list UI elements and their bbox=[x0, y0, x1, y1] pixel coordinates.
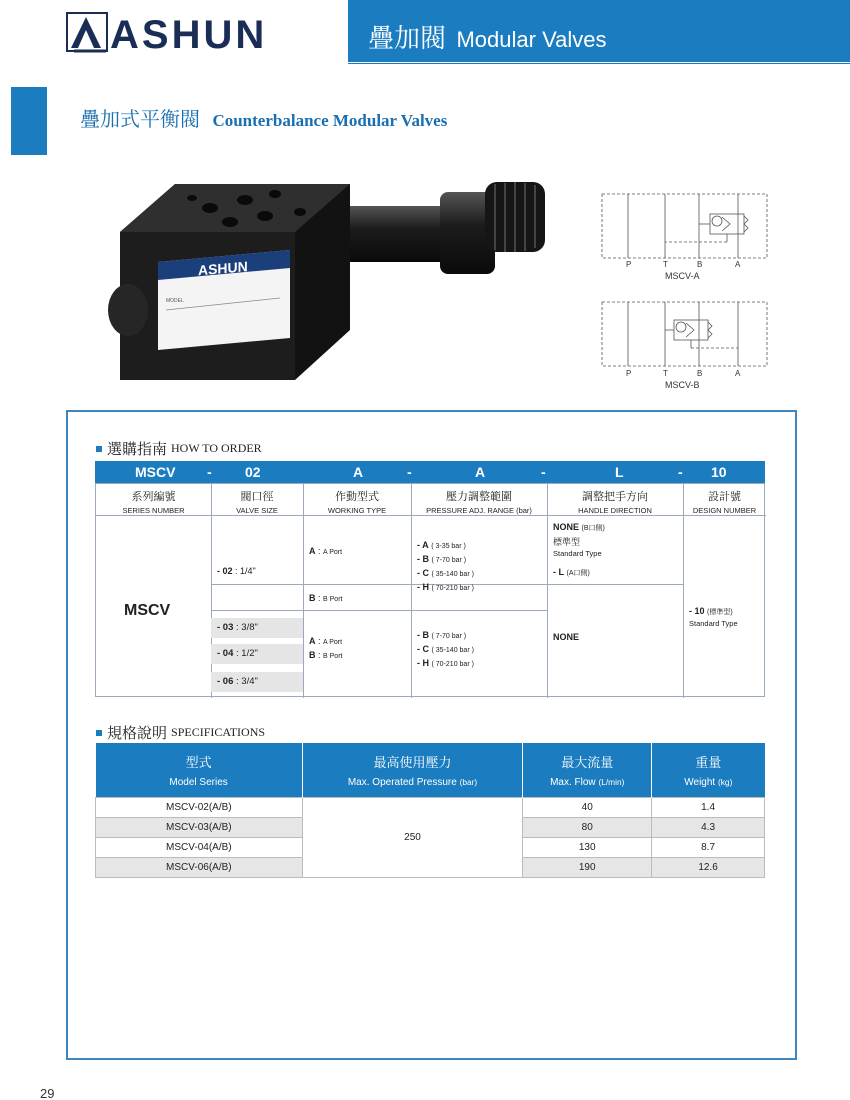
how-to-order-title-en: HOW TO ORDER bbox=[171, 441, 262, 455]
spec-flow: 190 bbox=[523, 857, 652, 877]
code-dash-1: - bbox=[207, 464, 212, 480]
spec-weight: 4.3 bbox=[652, 817, 765, 837]
handle-none-large-code: NONE bbox=[553, 632, 580, 642]
col-head-size-zh: 閥口徑 bbox=[240, 490, 274, 503]
range-c-value: ( 35-140 bar ) bbox=[431, 571, 474, 578]
working-a-code: A bbox=[309, 546, 316, 556]
spec-head-pressure-zh: 最高使用壓力 bbox=[373, 755, 452, 771]
specifications-title-zh: 規格說明 bbox=[107, 724, 168, 742]
grid-hline bbox=[211, 610, 303, 611]
working-b-port-large: B : B Port bbox=[309, 650, 343, 660]
sch-a-port-b: B bbox=[697, 260, 703, 269]
range-h-large-value: ( 70-210 bar ) bbox=[431, 661, 474, 668]
spec-model: MSCV-02(A/B) bbox=[96, 797, 303, 817]
size-03: - 03 : 3/8" bbox=[211, 618, 303, 638]
working-a-label: A Port bbox=[323, 549, 343, 556]
col-head-range bbox=[411, 484, 547, 516]
spec-weight: 8.7 bbox=[652, 837, 765, 857]
page-heading-zh: 疊加式平衡閥 bbox=[80, 107, 200, 131]
spec-weight: 1.4 bbox=[652, 797, 765, 817]
sch-b-port-b: B bbox=[697, 369, 703, 378]
header-title-zh: 疊加閥 bbox=[368, 24, 447, 54]
range-b-large-value: ( 7-70 bar ) bbox=[431, 633, 467, 640]
range-b-large-code: - B bbox=[417, 630, 429, 640]
page-number: 29 bbox=[40, 1086, 55, 1100]
spec-head-pressure-unit: (bar) bbox=[459, 776, 478, 787]
handle-none-large bbox=[553, 632, 579, 642]
spec-head-model-en-text: Model Series bbox=[169, 776, 228, 788]
sch-b-port-p: P bbox=[626, 369, 632, 378]
grid-vline bbox=[211, 484, 212, 698]
spec-pressure: 250 bbox=[302, 797, 523, 877]
spec-head-pressure-en bbox=[303, 777, 523, 788]
range-b-code: - B bbox=[417, 554, 429, 564]
col-head-design-en: DESIGN NUMBER bbox=[692, 506, 757, 515]
valve-product-photo bbox=[100, 170, 560, 390]
spec-head-flow-zh: 最大流量 bbox=[561, 755, 614, 771]
spec-header-row bbox=[96, 743, 765, 797]
grid-hline bbox=[303, 610, 411, 611]
spec-head-weight-zh: 重量 bbox=[695, 755, 722, 771]
col-head-handle-zh: 調整把手方向 bbox=[582, 490, 648, 503]
order-grid bbox=[95, 483, 765, 697]
nameplate-brand: ASHUN bbox=[198, 258, 248, 279]
handle-l bbox=[553, 567, 590, 578]
grid-hline bbox=[547, 584, 683, 585]
col-head-series-zh: 系列編號 bbox=[131, 490, 176, 503]
size-04-value: 1/2" bbox=[241, 648, 258, 659]
code-dash-4: - bbox=[678, 464, 683, 480]
spec-head-flow bbox=[523, 743, 652, 797]
square-bullet-icon bbox=[96, 730, 102, 736]
spec-head-model-en bbox=[96, 777, 302, 788]
how-to-order-title-zh: 選購指南 bbox=[107, 440, 168, 458]
col-head-working-zh: 作動型式 bbox=[335, 490, 379, 503]
handle-none bbox=[553, 522, 605, 533]
working-a-label-large: A Port bbox=[323, 639, 343, 646]
range-c-large-value: ( 35-140 bar ) bbox=[431, 647, 474, 654]
spec-head-flow-unit: (L/min) bbox=[598, 776, 625, 787]
size-06-value: 3/4" bbox=[241, 676, 258, 687]
working-b-code-large: B bbox=[309, 650, 316, 660]
range-h-large-code: - H bbox=[417, 658, 429, 668]
design-10-code: - 10 bbox=[689, 606, 705, 616]
code-dash-3: - bbox=[541, 464, 546, 480]
spec-head-pressure-en-text: Max. Operated Pressure bbox=[347, 776, 457, 788]
code-size: 02 bbox=[245, 464, 261, 480]
specifications-title-en: SPECIFICATIONS bbox=[171, 725, 266, 739]
table-row bbox=[96, 797, 765, 817]
spec-head-weight-en-text: Weight bbox=[684, 776, 716, 788]
size-03-code: - 03 bbox=[217, 622, 234, 633]
range-a-code: - A bbox=[417, 540, 429, 550]
range-h bbox=[417, 582, 474, 592]
side-accent-block bbox=[11, 87, 47, 155]
grid-vline bbox=[683, 484, 684, 698]
size-02-code: - 02 bbox=[217, 566, 233, 576]
svg-text:ASHUN: ASHUN bbox=[110, 13, 268, 54]
size-04: - 04 : 1/2" bbox=[211, 644, 303, 664]
code-design: 10 bbox=[711, 464, 727, 480]
nameplate-model-label: MODEL bbox=[166, 298, 184, 304]
spec-head-weight-unit: (kg) bbox=[718, 776, 733, 787]
col-head-series-en: SERIES NUMBER bbox=[122, 506, 185, 515]
sch-b-port-t: T bbox=[663, 369, 668, 378]
series-mscv: MSCV bbox=[124, 602, 171, 619]
header-band bbox=[348, 0, 850, 62]
spec-head-flow-en bbox=[523, 777, 651, 788]
range-c-large-code: - C bbox=[417, 644, 429, 654]
size-03-value: 3/8" bbox=[241, 622, 258, 633]
code-handle: L bbox=[615, 464, 624, 480]
sch-a-port-t: T bbox=[663, 260, 668, 269]
spec-flow: 40 bbox=[523, 797, 652, 817]
working-b-label: B Port bbox=[323, 596, 343, 603]
col-head-handle-en: HANDLE DIRECTION bbox=[578, 506, 652, 515]
handle-none-note: (B口側) bbox=[581, 525, 605, 532]
spec-model: MSCV-04(A/B) bbox=[96, 837, 303, 857]
col-head-handle bbox=[547, 484, 683, 516]
spec-weight: 12.6 bbox=[652, 857, 765, 877]
ashun-logo bbox=[66, 10, 306, 54]
size-06: - 06 : 3/4" bbox=[211, 672, 303, 692]
sch-b-port-a: A bbox=[735, 369, 741, 378]
sch-a-port-a: A bbox=[735, 260, 741, 269]
grid-vline bbox=[411, 484, 412, 698]
code-dash-2: - bbox=[407, 464, 412, 480]
range-b bbox=[417, 554, 466, 564]
col-head-range-en: PRESSURE ADJ. RANGE (bar) bbox=[426, 506, 532, 515]
header-rule bbox=[348, 63, 850, 64]
range-a-value: ( 3-35 bar ) bbox=[431, 543, 466, 550]
spec-model: MSCV-03(A/B) bbox=[96, 817, 303, 837]
code-series: MSCV bbox=[135, 464, 176, 480]
range-h-value: ( 70-210 bar ) bbox=[431, 585, 474, 592]
specifications-table bbox=[95, 743, 765, 878]
working-b-code: B bbox=[309, 593, 316, 603]
order-code-bar bbox=[95, 461, 765, 483]
col-head-size bbox=[211, 484, 303, 516]
handle-standard-zh: 標準型 bbox=[553, 537, 581, 547]
range-b-value: ( 7-70 bar ) bbox=[431, 557, 467, 564]
header-title-en: Modular Valves bbox=[456, 27, 607, 52]
design-10 bbox=[689, 606, 733, 617]
range-h-code: - H bbox=[417, 582, 429, 592]
range-a bbox=[417, 540, 466, 550]
grid-vline bbox=[303, 484, 304, 698]
size-02-value: 1/4" bbox=[240, 566, 256, 576]
working-a-port: A : A Port bbox=[309, 546, 343, 556]
range-c-code: - C bbox=[417, 568, 429, 578]
working-a-code-large: A bbox=[309, 636, 316, 646]
col-head-series bbox=[96, 484, 211, 516]
col-head-working bbox=[303, 484, 411, 516]
working-a-port-large: A : A Port bbox=[309, 636, 343, 646]
hydraulic-schematic bbox=[598, 186, 773, 394]
spec-head-model bbox=[96, 743, 303, 797]
grid-hline bbox=[211, 584, 547, 585]
col-head-working-en: WORKING TYPE bbox=[327, 506, 387, 515]
code-range: A bbox=[475, 464, 486, 480]
sch-a-port-p: P bbox=[626, 260, 632, 269]
code-working-type: A bbox=[353, 464, 364, 480]
specifications-title bbox=[96, 722, 265, 743]
spec-head-weight-en bbox=[652, 777, 764, 788]
handle-standard-en: Standard Type bbox=[553, 549, 602, 558]
spec-head-weight bbox=[652, 743, 765, 797]
range-c-large bbox=[417, 644, 474, 654]
size-06-code: - 06 bbox=[217, 676, 234, 687]
sch-a-caption: MSCV-A bbox=[665, 271, 700, 281]
col-head-range-zh: 壓力調整範圍 bbox=[446, 490, 512, 503]
range-c bbox=[417, 568, 474, 578]
size-04-code: - 04 bbox=[217, 648, 234, 659]
range-b-large bbox=[417, 630, 466, 640]
working-b-label-large: B Port bbox=[323, 653, 343, 660]
design-10-note: (標準型) bbox=[707, 609, 733, 616]
page-heading bbox=[80, 103, 447, 132]
grid-vline bbox=[547, 484, 548, 698]
working-b-port: B : B Port bbox=[309, 593, 343, 603]
square-bullet-icon bbox=[96, 446, 102, 452]
spec-head-flow-en-text: Max. Flow bbox=[550, 776, 596, 788]
handle-none-code: NONE bbox=[553, 522, 580, 532]
spec-flow: 130 bbox=[523, 837, 652, 857]
spec-model: MSCV-06(A/B) bbox=[96, 857, 303, 877]
sch-b-caption: MSCV-B bbox=[665, 380, 700, 390]
spec-head-model-zh: 型式 bbox=[185, 755, 212, 771]
header-title bbox=[368, 18, 606, 55]
design-10-en: Standard Type bbox=[689, 619, 738, 628]
col-head-size-en: VALVE SIZE bbox=[236, 506, 278, 515]
size-02: - 02 : 1/4" bbox=[217, 566, 256, 576]
col-head-design-zh: 設計號 bbox=[708, 490, 741, 503]
how-to-order-title bbox=[96, 438, 262, 459]
col-head-design bbox=[683, 484, 766, 516]
handle-l-code: - L bbox=[553, 567, 564, 577]
handle-l-note: (A口側) bbox=[566, 570, 590, 577]
spec-head-pressure bbox=[302, 743, 523, 797]
range-h-large bbox=[417, 658, 474, 668]
grid-hline bbox=[411, 610, 547, 611]
page-heading-en: Counterbalance Modular Valves bbox=[212, 111, 448, 130]
spec-flow: 80 bbox=[523, 817, 652, 837]
